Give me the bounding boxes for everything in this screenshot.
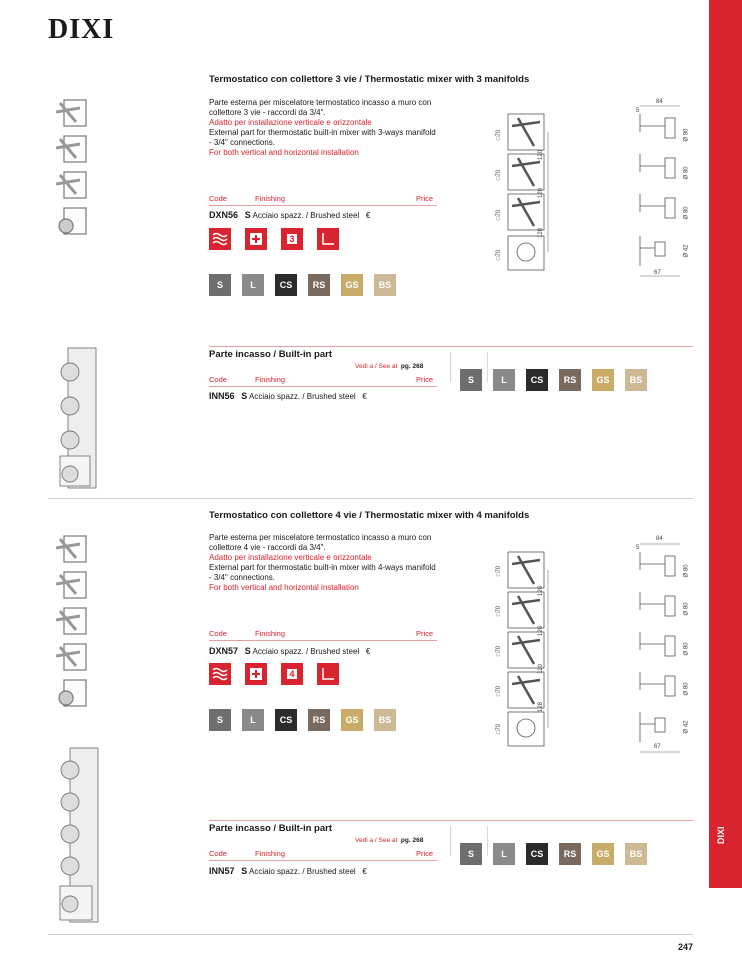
finish-code: S — [241, 391, 248, 401]
divider — [209, 346, 693, 347]
technical-drawing-4way — [490, 534, 700, 756]
see-at-ref: Vedi a / See at pg. 268 — [355, 363, 424, 370]
swatch-rs[interactable]: RS — [308, 709, 330, 731]
dim-label: □70 — [496, 723, 503, 735]
separator — [450, 352, 451, 382]
orientation-icon — [317, 228, 339, 250]
finish-swatches-builtin-3way — [460, 369, 647, 391]
dim-label: 128 — [538, 701, 545, 713]
code-label: Code — [209, 194, 227, 203]
orientation-icon — [317, 663, 339, 685]
desc-it: Parte esterna per miscelatore termostatico incasso a muro con collettore 3 vie - raccordi da 3/4". — [209, 98, 432, 117]
dim-label: □70 — [496, 605, 503, 617]
product-row-inn57 — [209, 866, 367, 876]
dim-label: □70 — [496, 129, 503, 141]
section-title-builtin-4way: Parte incasso / Built-in part — [209, 823, 332, 834]
dim-label: Ø 42 — [683, 720, 690, 734]
product-code: INN57 — [209, 866, 235, 876]
dim-label: 120 — [538, 187, 545, 199]
desc-it-red: Adatto per installazione verticale e orizzontale — [209, 553, 372, 562]
price: € — [365, 647, 371, 656]
product-row-dxn56 — [209, 210, 370, 220]
swatch-bs[interactable]: BS — [625, 843, 647, 865]
finish-swatches-3way — [209, 274, 396, 296]
finish-code: S — [244, 210, 251, 220]
dim-label: 67 — [654, 744, 661, 750]
separator — [450, 826, 451, 856]
swatch-rs[interactable]: RS — [559, 369, 581, 391]
dim-label: 120 — [538, 625, 545, 637]
dim-label: 5 — [636, 108, 640, 114]
side-tab — [709, 0, 742, 888]
finish-text: Acciaio spazz. / Brushed steel — [248, 867, 356, 876]
swatch-bs[interactable]: BS — [374, 274, 396, 296]
finish-code: S — [241, 866, 248, 876]
product-code: DXN57 — [209, 646, 239, 656]
desc-en: External part for thermostatic built-in mixer with 3-ways manifold - 3/4" connections. — [209, 128, 436, 147]
divider — [209, 820, 693, 821]
built-in-part-image-4way — [52, 744, 106, 928]
dim-label: Ø 42 — [683, 244, 690, 258]
description-3way — [209, 98, 439, 158]
divider — [209, 640, 437, 641]
dim-label: 67 — [654, 270, 661, 276]
swatch-gs[interactable]: GS — [592, 369, 614, 391]
product-code: INN56 — [209, 391, 235, 401]
thermostatic-icon — [245, 228, 267, 250]
swatch-rs[interactable]: RS — [308, 274, 330, 296]
swatch-cs[interactable]: CS — [526, 369, 548, 391]
price-label: Price — [416, 375, 434, 384]
dim-label: 128 — [538, 227, 545, 239]
swatch-gs[interactable]: GS — [592, 843, 614, 865]
price-label: Price — [416, 194, 434, 203]
desc-it-red: Adatto per installazione verticale e orizzontale — [209, 118, 372, 127]
divider — [209, 386, 437, 387]
manifold-count-icon: 3 — [281, 228, 303, 250]
finishing-label: Finishing — [255, 629, 286, 638]
page-number: 247 — [678, 942, 694, 952]
swatch-s[interactable]: S — [209, 274, 231, 296]
dim-label: 120 — [538, 663, 545, 675]
finish-swatches-4way — [209, 709, 396, 731]
dim-label: Ø 80 — [683, 206, 690, 220]
page-ref[interactable]: pg. 268 — [400, 363, 424, 370]
swatch-cs[interactable]: CS — [526, 843, 548, 865]
dim-label: Ø 80 — [683, 602, 690, 616]
dim-label: □70 — [496, 249, 503, 261]
desc-en-red: For both vertical and horizontal installation — [209, 583, 359, 592]
dim-label: □70 — [496, 565, 503, 577]
feature-icons-3way — [209, 228, 339, 250]
dim-label: 120 — [538, 149, 545, 161]
product-row-dxn57 — [209, 646, 370, 656]
swatch-gs[interactable]: GS — [341, 709, 363, 731]
swatch-s[interactable]: S — [460, 369, 482, 391]
price-label: Price — [416, 849, 434, 858]
swatch-cs[interactable]: CS — [275, 274, 297, 296]
description-4way — [209, 533, 439, 593]
divider — [209, 860, 437, 861]
dim-label: Ø 80 — [683, 564, 690, 578]
swatch-l[interactable]: L — [493, 369, 515, 391]
dim-label: 5 — [636, 545, 640, 551]
dim-label: □70 — [496, 169, 503, 181]
finish-text: Acciaio spazz. / Brushed steel — [248, 392, 356, 401]
swatch-s[interactable]: S — [460, 843, 482, 865]
swatch-l[interactable]: L — [242, 274, 264, 296]
dim-label: 120 — [538, 585, 545, 597]
footer-divider — [48, 934, 693, 935]
section-divider — [48, 498, 693, 499]
swatch-rs[interactable]: RS — [559, 843, 581, 865]
finishing-label: Finishing — [255, 849, 286, 858]
section-title-4way: Termostatico con collettore 4 vie / Thermostatic mixer with 4 manifolds — [209, 510, 530, 521]
page-ref[interactable]: pg. 268 — [400, 837, 424, 844]
product-thumbnails-3way — [50, 98, 90, 238]
finishing-label: Finishing — [255, 194, 286, 203]
code-label: Code — [209, 849, 227, 858]
dim-label: Ø 80 — [683, 682, 690, 696]
divider — [209, 205, 437, 206]
section-title-3way: Termostatico con collettore 3 vie / Thermostatic mixer with 3 manifolds — [209, 74, 530, 85]
price: € — [365, 211, 371, 220]
thermostatic-icon — [245, 663, 267, 685]
technical-drawing-3way — [490, 96, 700, 286]
code-label: Code — [209, 375, 227, 384]
dim-label: Ø 80 — [683, 166, 690, 180]
water-waves-icon — [209, 663, 231, 685]
desc-en-red: For both vertical and horizontal installation — [209, 148, 359, 157]
dim-label: □70 — [496, 685, 503, 697]
finish-code: S — [244, 646, 251, 656]
desc-en: External part for thermostatic built-in mixer with 4-ways manifold - 3/4" connections. — [209, 563, 436, 582]
dim-label: Ø 80 — [683, 128, 690, 142]
water-waves-icon — [209, 228, 231, 250]
side-tab-label: DIXI — [716, 826, 726, 844]
price: € — [362, 392, 367, 401]
swatch-l[interactable]: L — [242, 709, 264, 731]
swatch-cs[interactable]: CS — [275, 709, 297, 731]
product-row-inn56 — [209, 391, 367, 401]
dim-label: □70 — [496, 209, 503, 221]
swatch-gs[interactable]: GS — [341, 274, 363, 296]
swatch-bs[interactable]: BS — [374, 709, 396, 731]
dim-label: □70 — [496, 645, 503, 657]
section-title-builtin-3way: Parte incasso / Built-in part — [209, 349, 332, 360]
manifold-count-icon: 4 — [281, 663, 303, 685]
swatch-l[interactable]: L — [493, 843, 515, 865]
desc-it: Parte esterna per miscelatore termostatico incasso a muro con collettore 4 vie - raccordi da 3/4". — [209, 533, 432, 552]
finishing-label: Finishing — [255, 375, 286, 384]
product-thumbnails-4way — [50, 534, 90, 710]
price-label: Price — [416, 629, 434, 638]
finish-swatches-builtin-4way — [460, 843, 647, 865]
swatch-s[interactable]: S — [209, 709, 231, 731]
see-at-ref: Vedi a / See at pg. 268 — [355, 837, 424, 844]
code-label: Code — [209, 629, 227, 638]
dim-label: 84 — [656, 99, 663, 105]
dim-label: 84 — [656, 536, 663, 542]
price: € — [362, 867, 367, 876]
finish-text: Acciaio spazz. / Brushed steel — [252, 647, 360, 656]
finish-text: Acciaio spazz. / Brushed steel — [252, 211, 360, 220]
dim-label: Ø 80 — [683, 642, 690, 656]
brand-logo: DIXI — [48, 14, 115, 45]
feature-icons-4way — [209, 663, 339, 685]
swatch-bs[interactable]: BS — [625, 369, 647, 391]
built-in-part-image-3way — [52, 344, 104, 494]
product-code: DXN56 — [209, 210, 239, 220]
